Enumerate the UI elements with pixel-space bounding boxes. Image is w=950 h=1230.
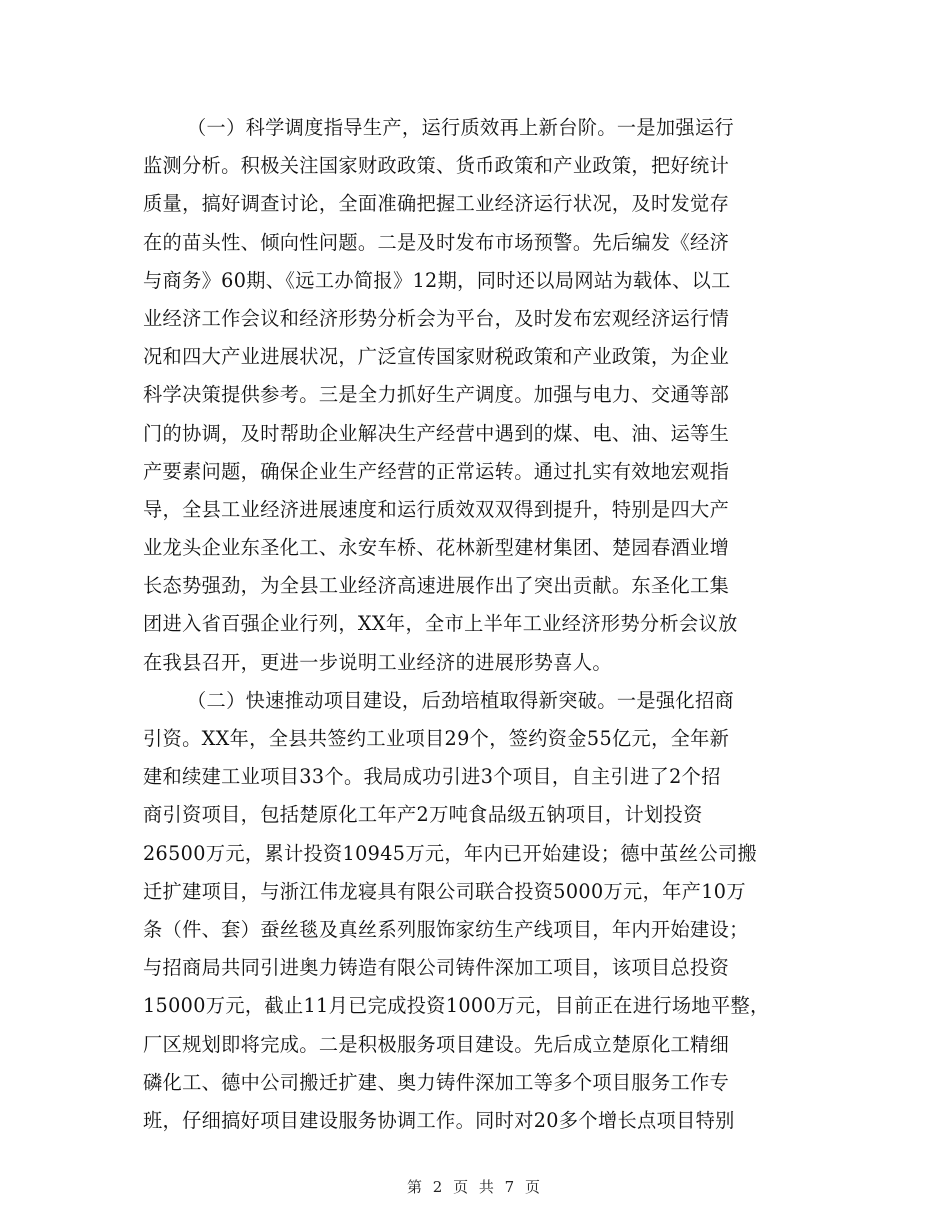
paragraph-2-line: 引资。XX年，全县共签约工业项目29个，签约资金55亿元，全年新: [143, 727, 730, 750]
paragraph-2-line: 建和续建工业项目33个。我局成功引进3个项目，自主引进了2个招: [143, 765, 721, 789]
paragraph-1-line: 门的协调，及时帮助企业解决生产经营中遇到的煤、电、油、运等生: [143, 421, 730, 445]
paragraph-1-line: （一）科学调度指导生产，运行质效再上新台阶。一是加强运行: [187, 116, 735, 139]
paragraph-2-line: 磷化工、德中公司搬迁扩建、奥力铸件深加工等多个项目服务工作专: [143, 1070, 730, 1094]
paragraph-2-line: 15000万元，截止11月已完成投资1000万元，目前正在进行场地平整，: [143, 994, 770, 1018]
paragraph-1-line: 况和四大产业进展状况，广泛宣传国家财税政策和产业政策，为企业: [143, 345, 730, 369]
paragraph-2-line: 与招商局共同引进奥力铸造有限公司铸件深加工项目，该项目总投资: [143, 956, 730, 980]
paragraph-2-line: 班，仔细搞好项目建设服务协调工作。同时对20多个增长点项目特别: [143, 1108, 735, 1132]
paragraph-1-line: 导，全县工业经济进展速度和运行质效双双得到提升，特别是四大产: [143, 497, 730, 521]
paragraph-1-line: 业龙头企业东圣化工、永安车桥、花林新型建材集团、楚园春酒业增: [143, 536, 730, 560]
paragraph-1-line: 团进入省百强企业行列，XX年，全市上半年工业经济形势分析会议放: [143, 612, 738, 636]
paragraph-2-line: 迁扩建项目，与浙江伟龙寝具有限公司联合投资5000万元，年产10万: [143, 879, 746, 903]
paragraph-1-line: 在我县召开，更进一步说明工业经济的进展形势喜人。: [143, 650, 612, 674]
page-footer: [0, 1176, 950, 1197]
paragraph-1-line: 质量，搞好调查讨论，全面准确把握工业经济运行状况，及时发觉存: [143, 192, 730, 216]
page-number-label: 第 2 页 共 7 页: [407, 1178, 543, 1196]
paragraph-2-line: 商引资项目，包括楚原化工年产2万吨食品级五钠项目，计划投资: [143, 803, 703, 827]
paragraph-2-line: （二）快速推动项目建设，后劲培植取得新突破。一是强化招商: [187, 688, 735, 712]
paragraph-1-line: 监测分析。积极关注国家财政政策、货币政策和产业政策，把好统计: [143, 154, 730, 178]
paragraph-1-line: 产要素问题，确保企业生产经营的正常运转。通过扎实有效地宏观指: [143, 459, 730, 483]
paragraph-2-line: 26500万元，累计投资10945万元，年内已开始建设；德中茧丝公司搬: [143, 841, 758, 865]
paragraph-1-line: 业经济工作会议和经济形势分析会为平台，及时发布宏观经济运行情: [143, 306, 730, 330]
paragraph-2-line: 条（件、套）蚕丝毯及真丝系列服饰家纺生产线项目，年内开始建设；: [143, 917, 749, 941]
paragraph-1-line: 科学决策提供参考。三是全力抓好生产调度。加强与电力、交通等部: [143, 383, 730, 407]
paragraph-1-line: 长态势强劲，为全县工业经济高速进展作出了突出贡献。东圣化工集: [143, 574, 730, 598]
paragraph-1-line: 与商务》60期、《远工办简报》12期，同时还以局网站为载体、以工: [143, 268, 731, 292]
paragraph-2-line: 厂区规划即将完成。二是积极服务项目建设。先后成立楚原化工精细: [143, 1032, 730, 1056]
document-body: [143, 109, 819, 1140]
paragraph-1-line: 在的苗头性、倾向性问题。二是及时发布市场预警。先后编发《经济: [143, 230, 730, 254]
